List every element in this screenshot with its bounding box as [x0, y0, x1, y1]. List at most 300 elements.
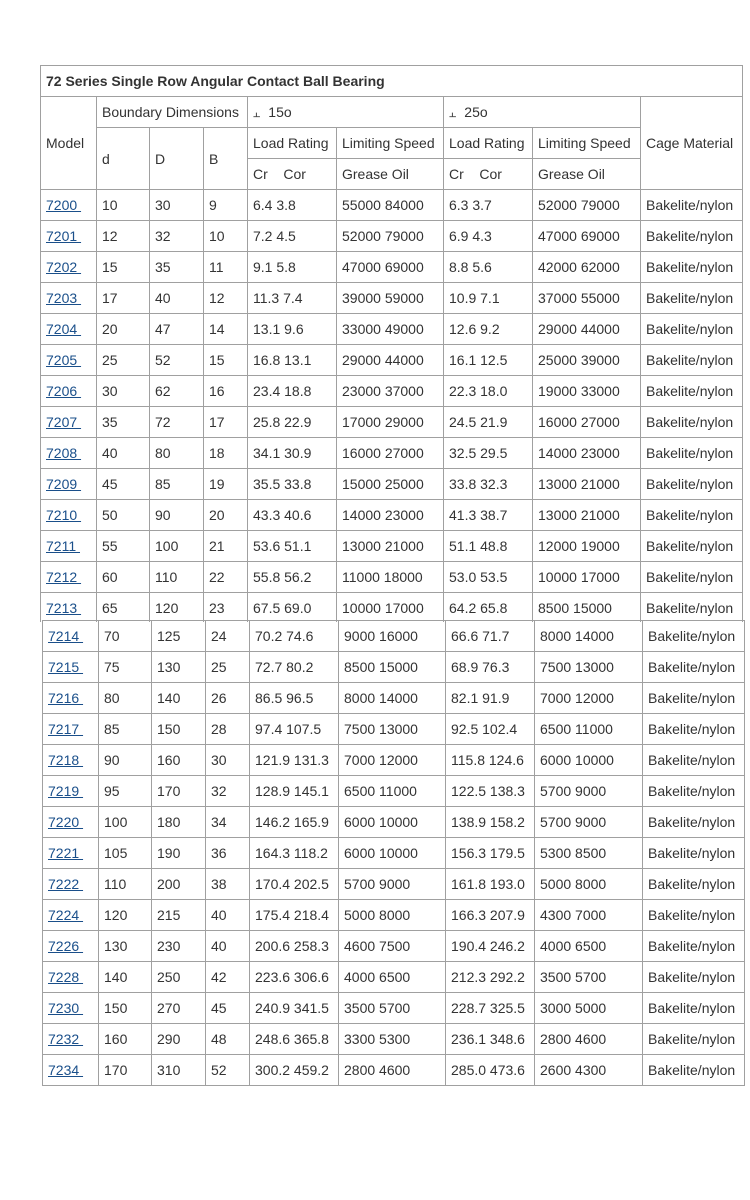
table-row — [43, 807, 745, 838]
model-cell[interactable] — [43, 838, 99, 869]
load-rating-15-cell: 175.4 218.4 — [250, 900, 339, 931]
d-cell: 90 — [99, 745, 152, 776]
B-cell: 38 — [206, 869, 250, 900]
limiting-speed-25-cell: 5300 8500 — [535, 838, 643, 869]
header-load-rating-15: Load Rating — [248, 128, 337, 159]
table-row — [43, 993, 745, 1024]
D-cell: 125 — [152, 621, 206, 652]
load-rating-15-cell: 70.2 74.6 — [250, 621, 339, 652]
B-cell: 45 — [206, 993, 250, 1024]
load-rating-15-cell: 86.5 96.5 — [250, 683, 339, 714]
d-cell: 65 — [97, 593, 150, 623]
load-rating-25-cell: 51.1 48.8 — [444, 531, 533, 562]
model-link[interactable]: 7210 — [46, 507, 82, 523]
table-row — [41, 407, 743, 438]
B-cell: 30 — [206, 745, 250, 776]
d-cell: 55 — [97, 531, 150, 562]
table-row — [43, 745, 745, 776]
limiting-speed-25-cell: 5000 8000 — [535, 869, 643, 900]
contact-angle-icon: ⫠ — [253, 105, 261, 120]
load-rating-25-cell: 12.6 9.2 — [444, 314, 533, 345]
model-link[interactable]: 7219 — [48, 783, 84, 799]
load-rating-15-cell: 13.1 9.6 — [248, 314, 337, 345]
limiting-speed-15-cell: 14000 23000 — [337, 500, 444, 531]
load-rating-25-cell: 122.5 138.3 — [446, 776, 535, 807]
limiting-speed-25-cell: 16000 27000 — [533, 407, 641, 438]
load-rating-25-cell: 190.4 246.2 — [446, 931, 535, 962]
B-cell: 34 — [206, 807, 250, 838]
limiting-speed-15-cell: 7500 13000 — [339, 714, 446, 745]
model-link[interactable]: 7205 — [46, 352, 82, 368]
limiting-speed-15-cell: 4000 6500 — [339, 962, 446, 993]
cage-material-cell: Bakelite/nylon — [643, 993, 745, 1024]
D-cell: 52 — [150, 345, 204, 376]
model-link[interactable]: 7212 — [46, 569, 82, 585]
d-cell: 85 — [99, 714, 152, 745]
limiting-speed-25-cell: 12000 19000 — [533, 531, 641, 562]
D-cell: 310 — [152, 1055, 206, 1086]
d-cell: 40 — [97, 438, 150, 469]
limiting-speed-15-cell: 23000 37000 — [337, 376, 444, 407]
d-cell: 150 — [99, 993, 152, 1024]
limiting-speed-25-cell: 8500 15000 — [533, 593, 641, 623]
model-cell[interactable] — [41, 314, 97, 345]
load-rating-15-cell: 43.3 40.6 — [248, 500, 337, 531]
B-cell: 9 — [204, 190, 248, 221]
d-cell: 140 — [99, 962, 152, 993]
limiting-speed-15-cell: 5700 9000 — [339, 869, 446, 900]
B-cell: 32 — [206, 776, 250, 807]
limiting-speed-25-cell: 52000 79000 — [533, 190, 641, 221]
load-rating-25-cell: 285.0 473.6 — [446, 1055, 535, 1086]
model-link[interactable]: 7234 — [48, 1062, 84, 1078]
cage-material-cell: Bakelite/nylon — [641, 407, 743, 438]
D-cell: 40 — [150, 283, 204, 314]
d-cell: 15 — [97, 252, 150, 283]
D-cell: 80 — [150, 438, 204, 469]
header-angle-15 — [248, 97, 444, 128]
model-cell[interactable] — [41, 345, 97, 376]
d-cell: 50 — [97, 500, 150, 531]
B-cell: 52 — [206, 1055, 250, 1086]
cage-material-cell: Bakelite/nylon — [643, 838, 745, 869]
load-rating-15-cell: 248.6 365.8 — [250, 1024, 339, 1055]
cage-material-cell: Bakelite/nylon — [643, 683, 745, 714]
limiting-speed-25-cell: 19000 33000 — [533, 376, 641, 407]
load-rating-25-cell: 41.3 38.7 — [444, 500, 533, 531]
model-cell[interactable] — [43, 1024, 99, 1055]
header-model: Model — [41, 97, 97, 190]
limiting-speed-25-cell: 7000 12000 — [535, 683, 643, 714]
model-link[interactable]: 7211 — [46, 538, 80, 554]
load-rating-25-cell: 166.3 207.9 — [446, 900, 535, 931]
load-rating-15-cell: 53.6 51.1 — [248, 531, 337, 562]
model-link[interactable]: 7201 — [46, 228, 82, 244]
D-cell: 290 — [152, 1024, 206, 1055]
limiting-speed-15-cell: 39000 59000 — [337, 283, 444, 314]
limiting-speed-15-cell: 11000 18000 — [337, 562, 444, 593]
d-cell: 105 — [99, 838, 152, 869]
table-row — [43, 838, 745, 869]
table-row — [43, 714, 745, 745]
load-rating-25-cell: 212.3 292.2 — [446, 962, 535, 993]
header-d: d — [97, 128, 150, 190]
limiting-speed-15-cell: 10000 17000 — [337, 593, 444, 623]
load-rating-25-cell: 24.5 21.9 — [444, 407, 533, 438]
limiting-speed-15-cell: 33000 49000 — [337, 314, 444, 345]
model-cell[interactable] — [41, 376, 97, 407]
D-cell: 47 — [150, 314, 204, 345]
B-cell: 48 — [206, 1024, 250, 1055]
model-cell[interactable] — [41, 562, 97, 593]
model-cell[interactable] — [43, 931, 99, 962]
table-row — [41, 314, 743, 345]
model-link[interactable]: 7213 — [46, 599, 82, 616]
cage-material-cell: Bakelite/nylon — [641, 593, 743, 623]
cage-material-cell: Bakelite/nylon — [643, 931, 745, 962]
model-link[interactable]: 7209 — [46, 476, 82, 492]
table-row — [41, 345, 743, 376]
B-cell: 15 — [204, 345, 248, 376]
B-cell: 23 — [204, 593, 248, 623]
cage-material-cell: Bakelite/nylon — [641, 562, 743, 593]
model-link[interactable]: 7215 — [48, 659, 84, 675]
limiting-speed-15-cell: 7000 12000 — [339, 745, 446, 776]
load-rating-15-cell: 146.2 165.9 — [250, 807, 339, 838]
load-rating-25-cell: 6.3 3.7 — [444, 190, 533, 221]
limiting-speed-15-cell: 29000 44000 — [337, 345, 444, 376]
B-cell: 20 — [204, 500, 248, 531]
d-cell: 110 — [99, 869, 152, 900]
table-row — [43, 900, 745, 931]
table-row — [41, 531, 743, 562]
model-cell[interactable] — [41, 593, 97, 623]
model-cell[interactable] — [43, 714, 99, 745]
d-cell: 70 — [99, 621, 152, 652]
limiting-speed-15-cell: 15000 25000 — [337, 469, 444, 500]
load-rating-25-cell: 92.5 102.4 — [446, 714, 535, 745]
model-cell[interactable] — [43, 962, 99, 993]
model-cell[interactable] — [43, 621, 99, 652]
B-cell: 21 — [204, 531, 248, 562]
cage-material-cell: Bakelite/nylon — [641, 469, 743, 500]
table-row — [43, 962, 745, 993]
model-link[interactable]: 7224 — [48, 907, 84, 923]
D-cell: 35 — [150, 252, 204, 283]
limiting-speed-15-cell: 8500 15000 — [339, 652, 446, 683]
cage-material-cell: Bakelite/nylon — [641, 345, 743, 376]
model-cell[interactable] — [43, 1055, 99, 1086]
limiting-speed-25-cell: 14000 23000 — [533, 438, 641, 469]
limiting-speed-25-cell: 5700 9000 — [535, 807, 643, 838]
load-rating-25-cell: 161.8 193.0 — [446, 869, 535, 900]
table-row — [41, 221, 743, 252]
load-rating-15-cell: 240.9 341.5 — [250, 993, 339, 1024]
load-rating-15-cell: 7.2 4.5 — [248, 221, 337, 252]
model-cell[interactable] — [41, 531, 97, 562]
model-cell[interactable] — [43, 652, 99, 683]
cage-material-cell: Bakelite/nylon — [643, 900, 745, 931]
limiting-speed-25-cell: 47000 69000 — [533, 221, 641, 252]
load-rating-15-cell: 9.1 5.8 — [248, 252, 337, 283]
table-row — [41, 283, 743, 314]
load-rating-15-cell: 11.3 7.4 — [248, 283, 337, 314]
model-cell[interactable] — [43, 776, 99, 807]
cage-material-cell: Bakelite/nylon — [643, 1024, 745, 1055]
D-cell: 230 — [152, 931, 206, 962]
limiting-speed-15-cell: 3300 5300 — [339, 1024, 446, 1055]
table-row — [43, 621, 745, 652]
B-cell: 26 — [206, 683, 250, 714]
limiting-speed-15-cell: 6000 10000 — [339, 838, 446, 869]
model-cell[interactable] — [43, 993, 99, 1024]
table-row — [43, 683, 745, 714]
table-row — [41, 190, 743, 221]
model-link[interactable]: 7214 — [48, 628, 84, 644]
bearing-table-upper — [40, 65, 743, 622]
model-link[interactable]: 7228 — [48, 969, 84, 985]
cage-material-cell: Bakelite/nylon — [643, 869, 745, 900]
limiting-speed-25-cell: 7500 13000 — [535, 652, 643, 683]
model-link[interactable]: 7217 — [48, 721, 84, 737]
B-cell: 18 — [204, 438, 248, 469]
load-rating-15-cell: 25.8 22.9 — [248, 407, 337, 438]
table-row — [43, 652, 745, 683]
cage-material-cell: Bakelite/nylon — [641, 500, 743, 531]
B-cell: 40 — [206, 900, 250, 931]
load-rating-25-cell: 32.5 29.5 — [444, 438, 533, 469]
limiting-speed-15-cell: 9000 16000 — [339, 621, 446, 652]
table-row — [41, 469, 743, 500]
limiting-speed-15-cell: 52000 79000 — [337, 221, 444, 252]
B-cell: 10 — [204, 221, 248, 252]
load-rating-25-cell: 33.8 32.3 — [444, 469, 533, 500]
header-cr-cor-25: Cr Cor — [444, 159, 533, 190]
model-cell[interactable] — [43, 683, 99, 714]
cage-material-cell: Bakelite/nylon — [641, 283, 743, 314]
model-cell[interactable] — [41, 283, 97, 314]
d-cell: 60 — [97, 562, 150, 593]
load-rating-25-cell: 138.9 158.2 — [446, 807, 535, 838]
load-rating-25-cell: 64.2 65.8 — [444, 593, 533, 623]
D-cell: 170 — [152, 776, 206, 807]
load-rating-25-cell: 82.1 91.9 — [446, 683, 535, 714]
d-cell: 170 — [99, 1055, 152, 1086]
limiting-speed-15-cell: 17000 29000 — [337, 407, 444, 438]
load-rating-25-cell: 53.0 53.5 — [444, 562, 533, 593]
load-rating-25-cell: 115.8 124.6 — [446, 745, 535, 776]
table-row — [41, 438, 743, 469]
model-cell[interactable] — [43, 869, 99, 900]
D-cell: 72 — [150, 407, 204, 438]
limiting-speed-15-cell: 6500 11000 — [339, 776, 446, 807]
d-cell: 25 — [97, 345, 150, 376]
cage-material-cell: Bakelite/nylon — [641, 221, 743, 252]
model-cell[interactable] — [43, 807, 99, 838]
load-rating-15-cell: 16.8 13.1 — [248, 345, 337, 376]
model-link[interactable]: 7230 — [48, 1000, 84, 1016]
limiting-speed-25-cell: 6000 10000 — [535, 745, 643, 776]
table-row — [43, 1024, 745, 1055]
limiting-speed-15-cell: 55000 84000 — [337, 190, 444, 221]
limiting-speed-15-cell: 47000 69000 — [337, 252, 444, 283]
D-cell: 215 — [152, 900, 206, 931]
table-title: 72 Series Single Row Angular Contact Ball Bearing — [41, 66, 743, 97]
D-cell: 190 — [152, 838, 206, 869]
d-cell: 10 — [97, 190, 150, 221]
D-cell: 110 — [150, 562, 204, 593]
cage-material-cell: Bakelite/nylon — [641, 376, 743, 407]
model-link[interactable]: 7218 — [48, 752, 84, 768]
d-cell: 160 — [99, 1024, 152, 1055]
d-cell: 120 — [99, 900, 152, 931]
model-cell[interactable] — [41, 190, 97, 221]
B-cell: 40 — [206, 931, 250, 962]
limiting-speed-25-cell: 2800 4600 — [535, 1024, 643, 1055]
header-D: D — [150, 128, 204, 190]
limiting-speed-25-cell: 13000 21000 — [533, 469, 641, 500]
model-link[interactable]: 7232 — [48, 1031, 84, 1047]
model-cell[interactable] — [41, 469, 97, 500]
model-link[interactable]: 7203 — [46, 290, 82, 306]
header-angle-25 — [444, 97, 641, 128]
load-rating-25-cell: 236.1 348.6 — [446, 1024, 535, 1055]
load-rating-25-cell: 6.9 4.3 — [444, 221, 533, 252]
D-cell: 250 — [152, 962, 206, 993]
header-B: B — [204, 128, 248, 190]
angle-15-label: 15o — [268, 103, 292, 120]
d-cell: 17 — [97, 283, 150, 314]
table-row — [41, 376, 743, 407]
cage-material-cell: Bakelite/nylon — [643, 962, 745, 993]
limiting-speed-25-cell: 5700 9000 — [535, 776, 643, 807]
header-limiting-speed-25: Limiting Speed — [533, 128, 641, 159]
model-link[interactable]: 7208 — [46, 445, 82, 461]
cage-material-cell: Bakelite/nylon — [641, 314, 743, 345]
B-cell: 19 — [204, 469, 248, 500]
model-cell[interactable] — [41, 500, 97, 531]
model-link[interactable]: 7204 — [46, 321, 82, 337]
cage-material-cell: Bakelite/nylon — [643, 652, 745, 683]
d-cell: 130 — [99, 931, 152, 962]
B-cell: 16 — [204, 376, 248, 407]
cage-material-cell: Bakelite/nylon — [641, 252, 743, 283]
limiting-speed-15-cell: 13000 21000 — [337, 531, 444, 562]
load-rating-15-cell: 300.2 459.2 — [250, 1055, 339, 1086]
model-link[interactable]: 7220 — [48, 814, 84, 830]
B-cell: 12 — [204, 283, 248, 314]
cage-material-cell: Bakelite/nylon — [641, 531, 743, 562]
table-row — [43, 776, 745, 807]
d-cell: 100 — [99, 807, 152, 838]
d-cell: 20 — [97, 314, 150, 345]
model-link[interactable]: 7202 — [46, 259, 82, 275]
model-cell[interactable] — [43, 745, 99, 776]
model-link[interactable]: 7206 — [46, 383, 82, 399]
table-row — [41, 500, 743, 531]
model-link[interactable]: 7222 — [48, 876, 84, 892]
limiting-speed-25-cell: 2600 4300 — [535, 1055, 643, 1086]
D-cell: 270 — [152, 993, 206, 1024]
D-cell: 180 — [152, 807, 206, 838]
cage-material-cell: Bakelite/nylon — [643, 776, 745, 807]
cage-material-cell: Bakelite/nylon — [643, 1055, 745, 1086]
limiting-speed-15-cell: 5000 8000 — [339, 900, 446, 931]
model-link[interactable]: 7216 — [48, 690, 84, 706]
load-rating-25-cell: 228.7 325.5 — [446, 993, 535, 1024]
bearing-table-lower — [42, 620, 745, 1086]
load-rating-15-cell: 200.6 258.3 — [250, 931, 339, 962]
B-cell: 22 — [204, 562, 248, 593]
B-cell: 25 — [206, 652, 250, 683]
limiting-speed-25-cell: 29000 44000 — [533, 314, 641, 345]
load-rating-25-cell: 68.9 76.3 — [446, 652, 535, 683]
d-cell: 12 — [97, 221, 150, 252]
load-rating-25-cell: 8.8 5.6 — [444, 252, 533, 283]
limiting-speed-25-cell: 42000 62000 — [533, 252, 641, 283]
load-rating-15-cell: 164.3 118.2 — [250, 838, 339, 869]
header-cr-cor-15: Cr Cor — [248, 159, 337, 190]
B-cell: 36 — [206, 838, 250, 869]
model-cell[interactable] — [41, 221, 97, 252]
limiting-speed-15-cell: 3500 5700 — [339, 993, 446, 1024]
model-link[interactable]: 7226 — [48, 938, 84, 954]
D-cell: 32 — [150, 221, 204, 252]
B-cell: 14 — [204, 314, 248, 345]
limiting-speed-25-cell: 4300 7000 — [535, 900, 643, 931]
model-cell[interactable] — [41, 438, 97, 469]
D-cell: 120 — [150, 593, 204, 623]
limiting-speed-25-cell: 8000 14000 — [535, 621, 643, 652]
D-cell: 90 — [150, 500, 204, 531]
limiting-speed-15-cell: 8000 14000 — [339, 683, 446, 714]
d-cell: 45 — [97, 469, 150, 500]
table-row — [43, 869, 745, 900]
D-cell: 100 — [150, 531, 204, 562]
table-row — [43, 931, 745, 962]
B-cell: 11 — [204, 252, 248, 283]
model-link[interactable]: 7200 — [46, 197, 82, 213]
load-rating-25-cell: 22.3 18.0 — [444, 376, 533, 407]
model-link[interactable]: 7207 — [46, 414, 82, 430]
header-boundary-dimensions: Boundary Dimensions — [97, 97, 248, 128]
B-cell: 28 — [206, 714, 250, 745]
d-cell: 30 — [97, 376, 150, 407]
model-cell[interactable] — [41, 252, 97, 283]
load-rating-25-cell: 66.6 71.7 — [446, 621, 535, 652]
table-row — [41, 562, 743, 593]
load-rating-15-cell: 97.4 107.5 — [250, 714, 339, 745]
load-rating-25-cell: 156.3 179.5 — [446, 838, 535, 869]
limiting-speed-25-cell: 4000 6500 — [535, 931, 643, 962]
limiting-speed-25-cell: 10000 17000 — [533, 562, 641, 593]
load-rating-15-cell: 6.4 3.8 — [248, 190, 337, 221]
model-cell[interactable] — [43, 900, 99, 931]
model-link[interactable]: 7221 — [48, 845, 84, 861]
header-load-rating-25: Load Rating — [444, 128, 533, 159]
D-cell: 85 — [150, 469, 204, 500]
D-cell: 62 — [150, 376, 204, 407]
header-grease-oil-15: Grease Oil — [337, 159, 444, 190]
load-rating-15-cell: 170.4 202.5 — [250, 869, 339, 900]
angle-25-label: 25o — [464, 103, 488, 120]
D-cell: 30 — [150, 190, 204, 221]
D-cell: 160 — [152, 745, 206, 776]
D-cell: 140 — [152, 683, 206, 714]
load-rating-25-cell: 10.9 7.1 — [444, 283, 533, 314]
limiting-speed-25-cell: 25000 39000 — [533, 345, 641, 376]
model-cell[interactable] — [41, 407, 97, 438]
